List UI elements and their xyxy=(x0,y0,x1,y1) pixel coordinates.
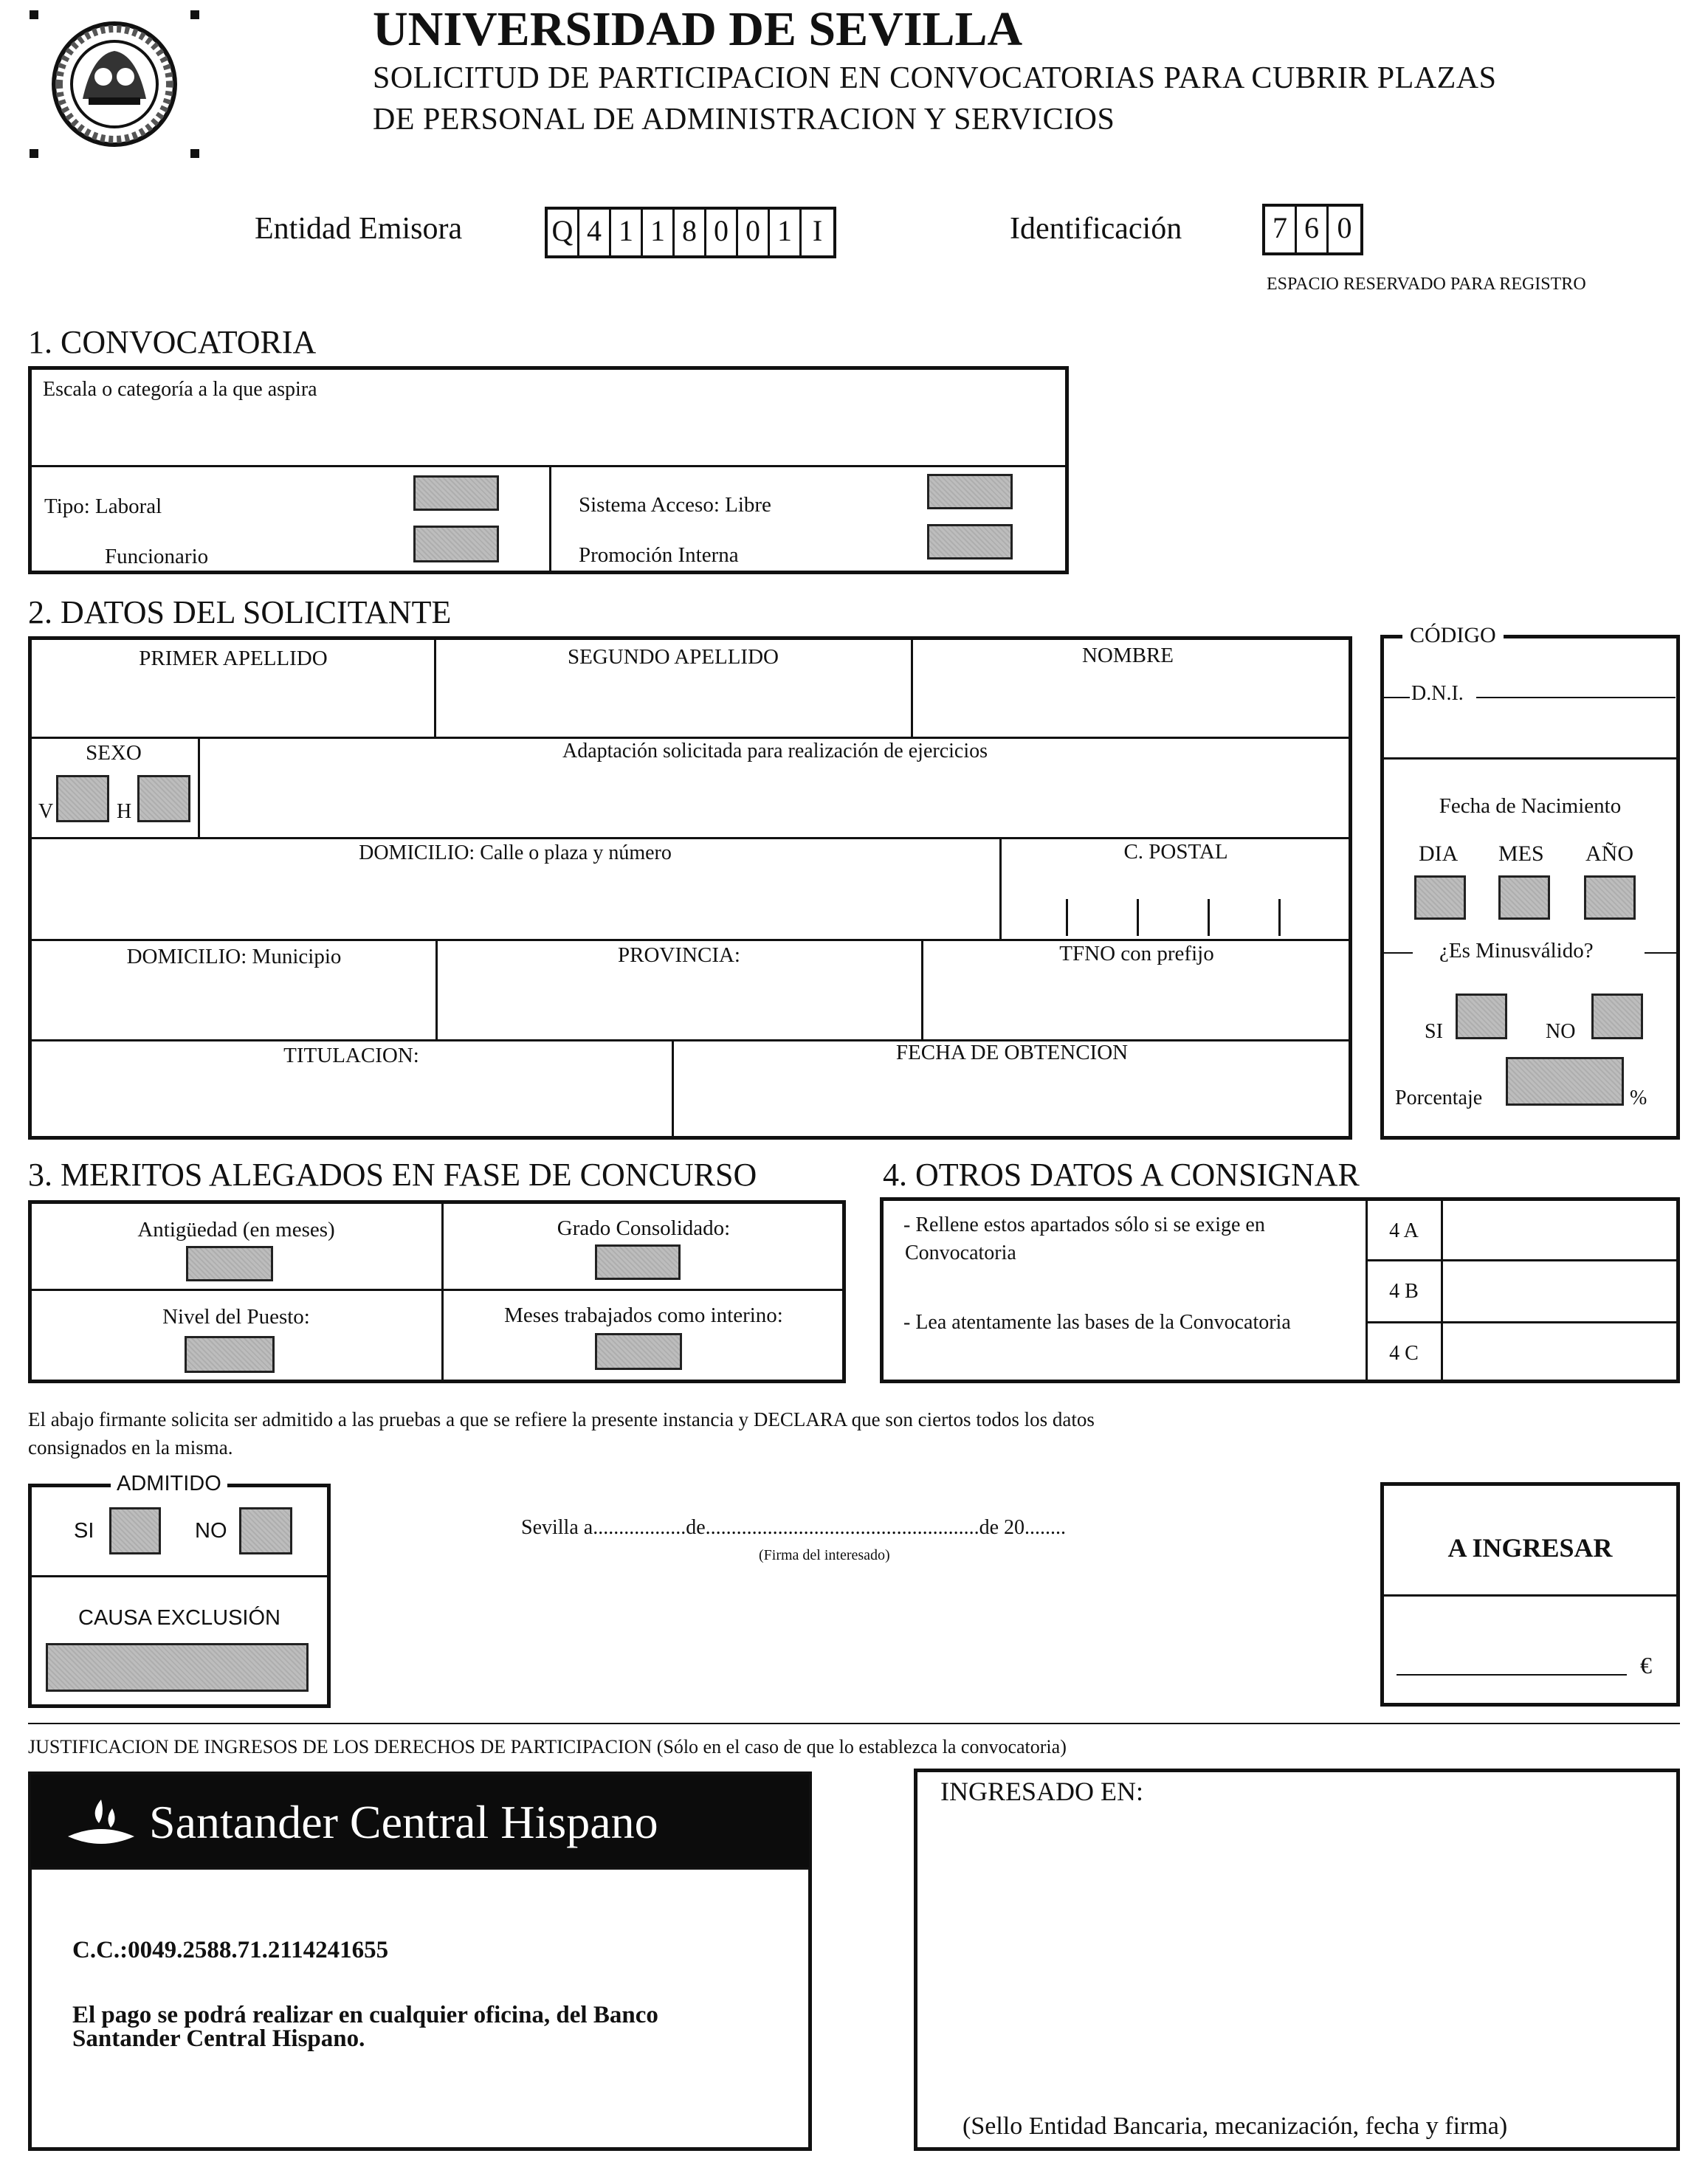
firma-caption: (Firma del interesado) xyxy=(759,1547,890,1563)
domicilio-calle-field[interactable] xyxy=(34,868,996,937)
identificacion-char: 6 xyxy=(1297,207,1329,252)
promocion-interna-checkbox[interactable] xyxy=(927,524,1013,559)
minusvalido-no-label: NO xyxy=(1546,1020,1576,1043)
divider xyxy=(1441,1200,1443,1380)
form-subtitle-line1: SOLICITUD DE PARTICIPACION EN CONVOCATORIAS PARA CUBRIR PLAZAS xyxy=(373,61,1497,95)
segundo-apellido-label: SEGUNDO APELLIDO xyxy=(568,645,779,669)
anio-label: AÑO xyxy=(1585,841,1633,866)
identificacion-code xyxy=(1262,204,1363,255)
grado-label: Grado Consolidado: xyxy=(557,1216,731,1240)
row-4b-label: 4 B xyxy=(1389,1280,1419,1303)
entidad-char: Q xyxy=(548,210,579,255)
minusvalido-si-label: SI xyxy=(1425,1020,1443,1043)
admitido-si-checkbox[interactable] xyxy=(109,1507,161,1554)
divider xyxy=(1383,757,1677,760)
dia-field[interactable] xyxy=(1414,875,1466,920)
bank-name: Santander Central Hispano xyxy=(149,1796,658,1848)
declaration-line2: consignados en la misma. xyxy=(28,1436,233,1459)
reserved-registry-note: ESPACIO RESERVADO PARA REGISTRO xyxy=(1267,275,1586,294)
adaptacion-label: Adaptación solicitada para realización de ejercicios xyxy=(562,740,988,762)
declaration-line1: El abajo firmante solicita ser admitido a las pruebas a que se refiere la presente instancia y DECLARA que son ciertos todos los datos xyxy=(28,1408,1095,1430)
domicilio-municipio-field[interactable] xyxy=(34,971,433,1038)
grado-field[interactable] xyxy=(595,1244,681,1280)
sexo-v-checkbox[interactable] xyxy=(56,775,109,822)
admitido-no-label: NO xyxy=(195,1519,227,1543)
nombre-field[interactable] xyxy=(915,673,1343,735)
divider xyxy=(1383,1594,1677,1597)
causa-exclusion-field[interactable] xyxy=(46,1643,309,1692)
divider xyxy=(31,1289,843,1291)
admitido-title: ADMITIDO xyxy=(111,1472,227,1496)
divider xyxy=(441,1203,444,1380)
row-4a-field[interactable] xyxy=(1445,1203,1674,1258)
divider xyxy=(672,1041,674,1137)
minusvalido-no-checkbox[interactable] xyxy=(1591,994,1643,1039)
mes-label: MES xyxy=(1498,841,1544,866)
tfno-field[interactable] xyxy=(926,971,1348,1038)
porcentaje-field[interactable] xyxy=(1506,1057,1624,1106)
meses-interino-label: Meses trabajados como interino: xyxy=(504,1304,783,1327)
entidad-char: 1 xyxy=(611,210,643,255)
a-ingresar-amount-line[interactable] xyxy=(1397,1674,1627,1676)
adaptacion-field[interactable] xyxy=(202,768,1346,836)
divider xyxy=(31,465,1066,467)
segundo-apellido-field[interactable] xyxy=(438,673,908,735)
divider xyxy=(921,940,923,1041)
note-rellene-line2: Convocatoria xyxy=(905,1242,1016,1264)
entidad-char: 0 xyxy=(706,210,738,255)
divider xyxy=(1383,952,1413,954)
entidad-char: 4 xyxy=(579,210,611,255)
escala-label: Escala o categoría a la que aspira xyxy=(43,378,317,401)
section1-title: 1. CONVOCATORIA xyxy=(28,324,317,360)
divider xyxy=(434,639,436,738)
section4-title: 4. OTROS DATOS A CONSIGNAR xyxy=(883,1157,1360,1193)
ingresado-footer: (Sello Entidad Bancaria, mecanización, fecha y firma) xyxy=(963,2112,1508,2140)
codigo-label: CÓDIGO xyxy=(1402,623,1504,648)
titulacion-label: TITULACION: xyxy=(283,1044,419,1067)
dni-label: D.N.I. xyxy=(1411,682,1464,705)
promocion-interna-label: Promoción Interna xyxy=(579,543,739,567)
titulacion-field[interactable] xyxy=(34,1072,669,1135)
identificacion-label: Identificación xyxy=(1010,212,1182,246)
identificacion-char: 0 xyxy=(1337,211,1352,244)
university-seal xyxy=(30,10,199,158)
divider xyxy=(911,639,913,738)
divider xyxy=(1645,952,1677,954)
minusvalido-label: ¿Es Minusválido? xyxy=(1439,939,1594,963)
admitido-no-checkbox[interactable] xyxy=(239,1507,292,1554)
firma-line[interactable]: Sevilla a..................de.....................................................de 20........ xyxy=(521,1516,1067,1539)
justificacion-heading: JUSTIFICACION DE INGRESOS DE LOS DERECHOS DE PARTICIPACION (Sólo en el caso de que lo establezca la convocatoria) xyxy=(28,1736,1067,1757)
row-4c-label: 4 C xyxy=(1389,1342,1419,1365)
primer-apellido-field[interactable] xyxy=(32,673,431,735)
percent-sign: % xyxy=(1630,1087,1647,1109)
antiguedad-label: Antigüedad (en meses) xyxy=(137,1218,335,1242)
note-lea: - Lea atentamente las bases de la Convocatoria xyxy=(903,1311,1291,1334)
dia-label: DIA xyxy=(1419,841,1459,866)
fecha-obtencion-field[interactable] xyxy=(676,1072,1348,1135)
note-rellene-line1: - Rellene estos apartados sólo si se exige en xyxy=(903,1213,1265,1236)
identificacion-char: 7 xyxy=(1265,207,1297,252)
sistema-libre-label: Sistema Acceso: Libre xyxy=(579,493,771,517)
section2-title: 2. DATOS DEL SOLICITANTE xyxy=(28,594,452,630)
domicilio-municipio-label: DOMICILIO: Municipio xyxy=(126,945,342,968)
entidad-char: I xyxy=(812,214,823,247)
divider xyxy=(1366,1259,1677,1261)
sexo-h-label: H xyxy=(117,800,132,823)
fecha-nacimiento-label: Fecha de Nacimiento xyxy=(1439,794,1622,818)
causa-exclusion-label: CAUSA EXCLUSIÓN xyxy=(78,1606,280,1630)
bank-note-line1: El pago se podrá realizar en cualquier oficina, del Banco xyxy=(72,2002,658,2028)
fecha-obtencion-label: FECHA DE OBTENCION xyxy=(895,1041,1129,1064)
divider xyxy=(198,738,200,839)
admitido-si-label: SI xyxy=(74,1519,94,1543)
entidad-char: 0 xyxy=(738,210,770,255)
nivel-field[interactable] xyxy=(185,1336,275,1373)
minusvalido-si-checkbox[interactable] xyxy=(1456,994,1507,1039)
tipo-laboral-label: Tipo: Laboral xyxy=(44,495,162,518)
primer-apellido-label: PRIMER APELLIDO xyxy=(139,647,328,670)
row-4c-field[interactable] xyxy=(1445,1326,1674,1379)
sexo-v-label: V xyxy=(38,800,54,823)
divider xyxy=(1383,697,1410,698)
row-4a-label: 4 A xyxy=(1389,1219,1419,1242)
divider xyxy=(435,940,438,1041)
ingresado-title: INGRESADO EN: xyxy=(940,1777,1143,1806)
university-title: UNIVERSIDAD DE SEVILLA xyxy=(373,2,1023,56)
santander-flame-icon xyxy=(61,1792,142,1851)
sistema-libre-checkbox[interactable] xyxy=(927,474,1013,509)
funcionario-label: Funcionario xyxy=(105,545,209,568)
divider xyxy=(31,837,1349,839)
entidad-emisora-code xyxy=(545,207,836,258)
dni-field[interactable] xyxy=(1385,701,1677,756)
divider xyxy=(31,1575,328,1577)
separator-line xyxy=(28,1723,1680,1724)
provincia-label: PROVINCIA: xyxy=(618,943,740,967)
divider xyxy=(31,1867,809,1870)
euro-sign: € xyxy=(1640,1652,1652,1678)
divider xyxy=(549,465,551,571)
row-4b-field[interactable] xyxy=(1445,1264,1674,1320)
provincia-field[interactable] xyxy=(440,971,918,1038)
form-subtitle-line2: DE PERSONAL DE ADMINISTRACION Y SERVICIOS xyxy=(373,103,1115,137)
anio-field[interactable] xyxy=(1584,875,1636,920)
divider xyxy=(999,839,1002,940)
porcentaje-label: Porcentaje xyxy=(1395,1087,1483,1109)
divider xyxy=(31,737,1349,739)
tipo-laboral-checkbox[interactable] xyxy=(413,475,499,511)
ingresado-stamp-area[interactable] xyxy=(920,1813,1674,2108)
a-ingresar-title: A INGRESAR xyxy=(1447,1533,1613,1563)
mes-field[interactable] xyxy=(1498,875,1550,920)
divider xyxy=(1366,1321,1677,1323)
meses-interino-field[interactable] xyxy=(595,1333,682,1370)
divider xyxy=(31,939,1349,941)
antiguedad-field[interactable] xyxy=(186,1246,273,1281)
funcionario-checkbox[interactable] xyxy=(413,526,499,562)
entidad-char: 1 xyxy=(643,210,675,255)
domicilio-calle-label: DOMICILIO: Calle o plaza y número xyxy=(359,841,672,864)
divider xyxy=(1366,1200,1368,1380)
entidad-emisora-label: Entidad Emisora xyxy=(255,212,463,246)
dni-line xyxy=(1476,697,1676,698)
nombre-label: NOMBRE xyxy=(1081,644,1174,667)
bank-note-line2: Santander Central Hispano. xyxy=(72,2025,365,2052)
sexo-label: SEXO xyxy=(86,741,142,765)
entidad-char: 8 xyxy=(675,210,706,255)
cpostal-field[interactable] xyxy=(1002,868,1349,937)
section3-title: 3. MERITOS ALEGADOS EN FASE DE CONCURSO xyxy=(28,1157,757,1193)
cpostal-label: C. POSTAL xyxy=(1123,840,1228,864)
tfno-label: TFNO con prefijo xyxy=(1059,942,1214,965)
bank-account: C.C.:0049.2588.71.2114241655 xyxy=(72,1937,389,1963)
entidad-char: 1 xyxy=(770,210,802,255)
bank-header xyxy=(31,1774,809,1867)
sexo-h-checkbox[interactable] xyxy=(137,775,190,822)
nivel-label: Nivel del Puesto: xyxy=(162,1305,310,1329)
